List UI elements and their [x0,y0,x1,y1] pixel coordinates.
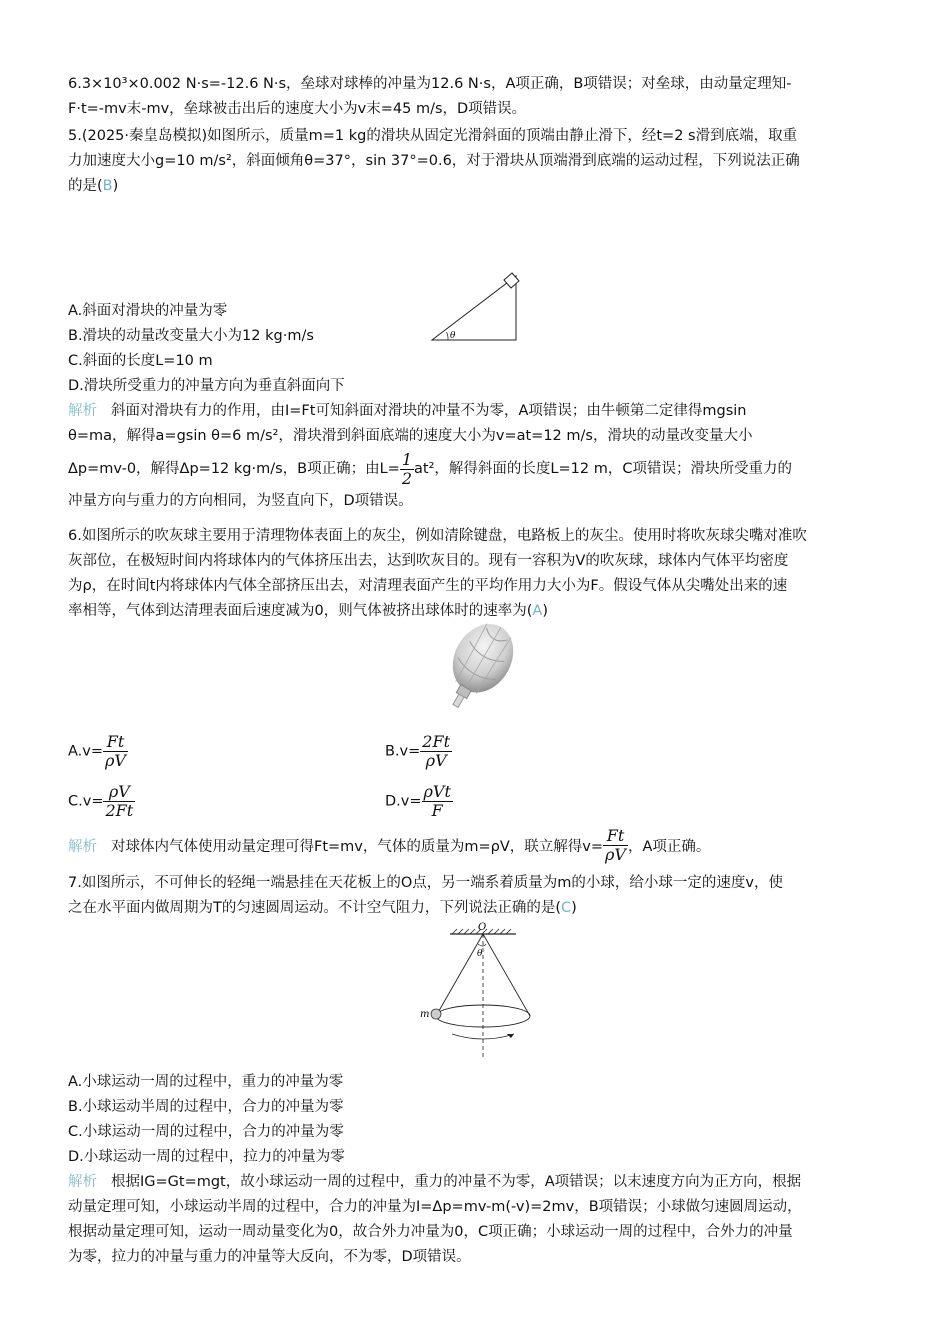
point-o-label: O [478,922,487,933]
q6-option-b: B.v= $\frac{2Ft}{\rho V}$ [385,731,451,770]
q5-stem-line-1: 5.(2025·秦皇岛模拟)如图所示，质量m=1 kg的滑块从固定光滑斜面的顶端由静止滑下，经t=2 s滑到底端，取重 [68,128,798,144]
prev-solution-line-2: F·t=-mv末-mv，垒球被击出后的速度大小为v末=45 m/s，D项错误。 [68,101,527,117]
theta-label: θ [450,331,456,341]
q5-option-c: C.斜面的长度L=10 m [68,353,213,369]
q5-options [68,299,345,399]
q5-option-b: B.滑块的动量改变量大小为12 kg·m/s [68,328,314,344]
q7-solution-line-3: 根据动量定理可知，运动一周动量变化为0，故合外力冲量为0，C项正确；小球运动一周的过程中，合外力的冲量 [68,1224,793,1240]
question-7 [68,871,883,921]
fraction-one-half: $\frac{1}{2}$ [401,449,413,488]
q5-solution-line-4: 冲量方向与重力的方向相同，为竖直向下，D项错误。 [68,493,413,509]
blower-bulb-image [426,620,526,716]
q5-solution [68,399,883,514]
question-6 [68,524,883,624]
question-5 [68,124,883,199]
incline-figure [428,268,528,348]
conical-pendulum-figure [414,920,544,1060]
q5-stem-line-2: 力加速度大小g=10 m/s²，斜面倾角θ=37°，sin 37°=0.6，对于滑块从顶端滑到底端的运动过程，下列说法正确 [68,153,800,169]
mass-m-label: m [420,1009,430,1020]
theta-angle-label: θ [477,949,483,959]
q7-option-d: D.小球运动一周的过程中，拉力的冲量为零 [68,1149,345,1165]
solution-label: 解析 [68,838,97,855]
q6-solution: 解析 对球体内气体使用动量定理可得Ft=mv，气体的质量为m=ρV，联立解得v= $\frac{Ft}{\rho V}$ ，A项正确。 [68,825,711,864]
q7-solution-line-1: 根据IG=Gt=mgt，故小球运动一周的过程中，重力的冲量不为零，A项错误；以末速度方向为正方向，根据 [111,1174,802,1190]
q7-solution-line-4: 为零，拉力的冲量与重力的冲量等大反向，不为零，D项错误。 [68,1249,471,1265]
q5-option-d: D.滑块所受重力的冲量方向为垂直斜面向下 [68,378,345,394]
q5-answer: B [102,178,113,194]
q7-option-b: B.小球运动半周的过程中，合力的冲量为零 [68,1099,344,1115]
q5-stem-line-3: 的是(B) [68,178,119,194]
q6-stem-line-3: 为ρ，在时间t内将球体内气体全部挤压出去，对清理表面产生的平均作用力大小为F。假设气体从尖嘴处出来的速 [68,578,788,594]
solution-label: 解析 [68,1174,97,1190]
q6-option-c: C.v= $\frac{\rho V}{2Ft}$ [68,781,134,820]
q7-solution-line-2: 动量定理可知，小球运动半周的过程中，合力的冲量为I=Δp=mv-m(-v)=2mv，B项错误；小球做匀速圆周运动， [68,1199,802,1215]
q7-stem-line-1: 7.如图所示，不可伸长的轻绳一端悬挂在天花板上的O点，另一端系着质量为m的小球，给小球一定的速度v，使 [68,875,783,891]
q5-solution-line-3: Δp=mv-0，解得Δp=12 kg·m/s，B项正确；由L= $\frac{1}{2}$ at²，解得斜面的长度L=12 m，C项错误；滑块所受重力的 [68,449,792,488]
q5-solution-line-2: θ=ma，解得a=gsin θ=6 m/s²，滑块滑到斜面底端的速度大小为v=at=12 m/s，滑块的动量改变量大小 [68,428,753,444]
prev-solution-line-1: 6.3×10³×0.002 N·s=-12.6 N·s，垒球对球棒的冲量为12.6 N·s，A项正确，B项错误；对垒球，由动量定理知- [68,76,792,92]
q6-stem-line-4: 率相等，气体到达清理表面后速度减为0，则气体被挤出球体时的速率为(A) [68,603,548,619]
q6-option-a: A.v= $\frac{Ft}{\rho V}$ [68,731,126,770]
q7-answer: C [561,900,572,916]
q6-option-d: D.v= $\frac{\text{ρVt}}{F}$ [385,781,451,820]
q7-options [68,1070,345,1170]
q6-answer: A [532,603,543,619]
q7-stem-line-2: 之在水平面内做周期为T的匀速圆周运动。不计空气阻力，下列说法正确的是(C) [68,900,577,916]
q6-options [68,726,883,826]
q5-solution-line-1: 斜面对滑块有力的作用，由I=Ft可知斜面对滑块的冲量不为零，A项错误；由牛顿第二定律得mgsin [111,403,747,419]
q6-solution-fraction: $\frac{Ft}{\rho V}$ [605,825,626,864]
q7-solution [68,1170,883,1270]
q6-stem-line-2: 灰部位，在极短时间内将球体内的气体挤压出去，达到吹灰目的。现有一容积为V的吹灰球，球体内气体平均密度 [68,553,789,569]
q7-option-c: C.小球运动一周的过程中，合力的冲量为零 [68,1124,344,1140]
solution-label: 解析 [68,403,97,419]
q6-stem-line-1: 6.如图所示的吹灰球主要用于清理物体表面上的灰尘，例如清除键盘，电路板上的灰尘。使用时将吹灰球尖嘴对准吹 [68,528,807,544]
q5-option-a: A.斜面对滑块的冲量为零 [68,303,228,319]
q7-option-a: A.小球运动一周的过程中，重力的冲量为零 [68,1074,344,1090]
